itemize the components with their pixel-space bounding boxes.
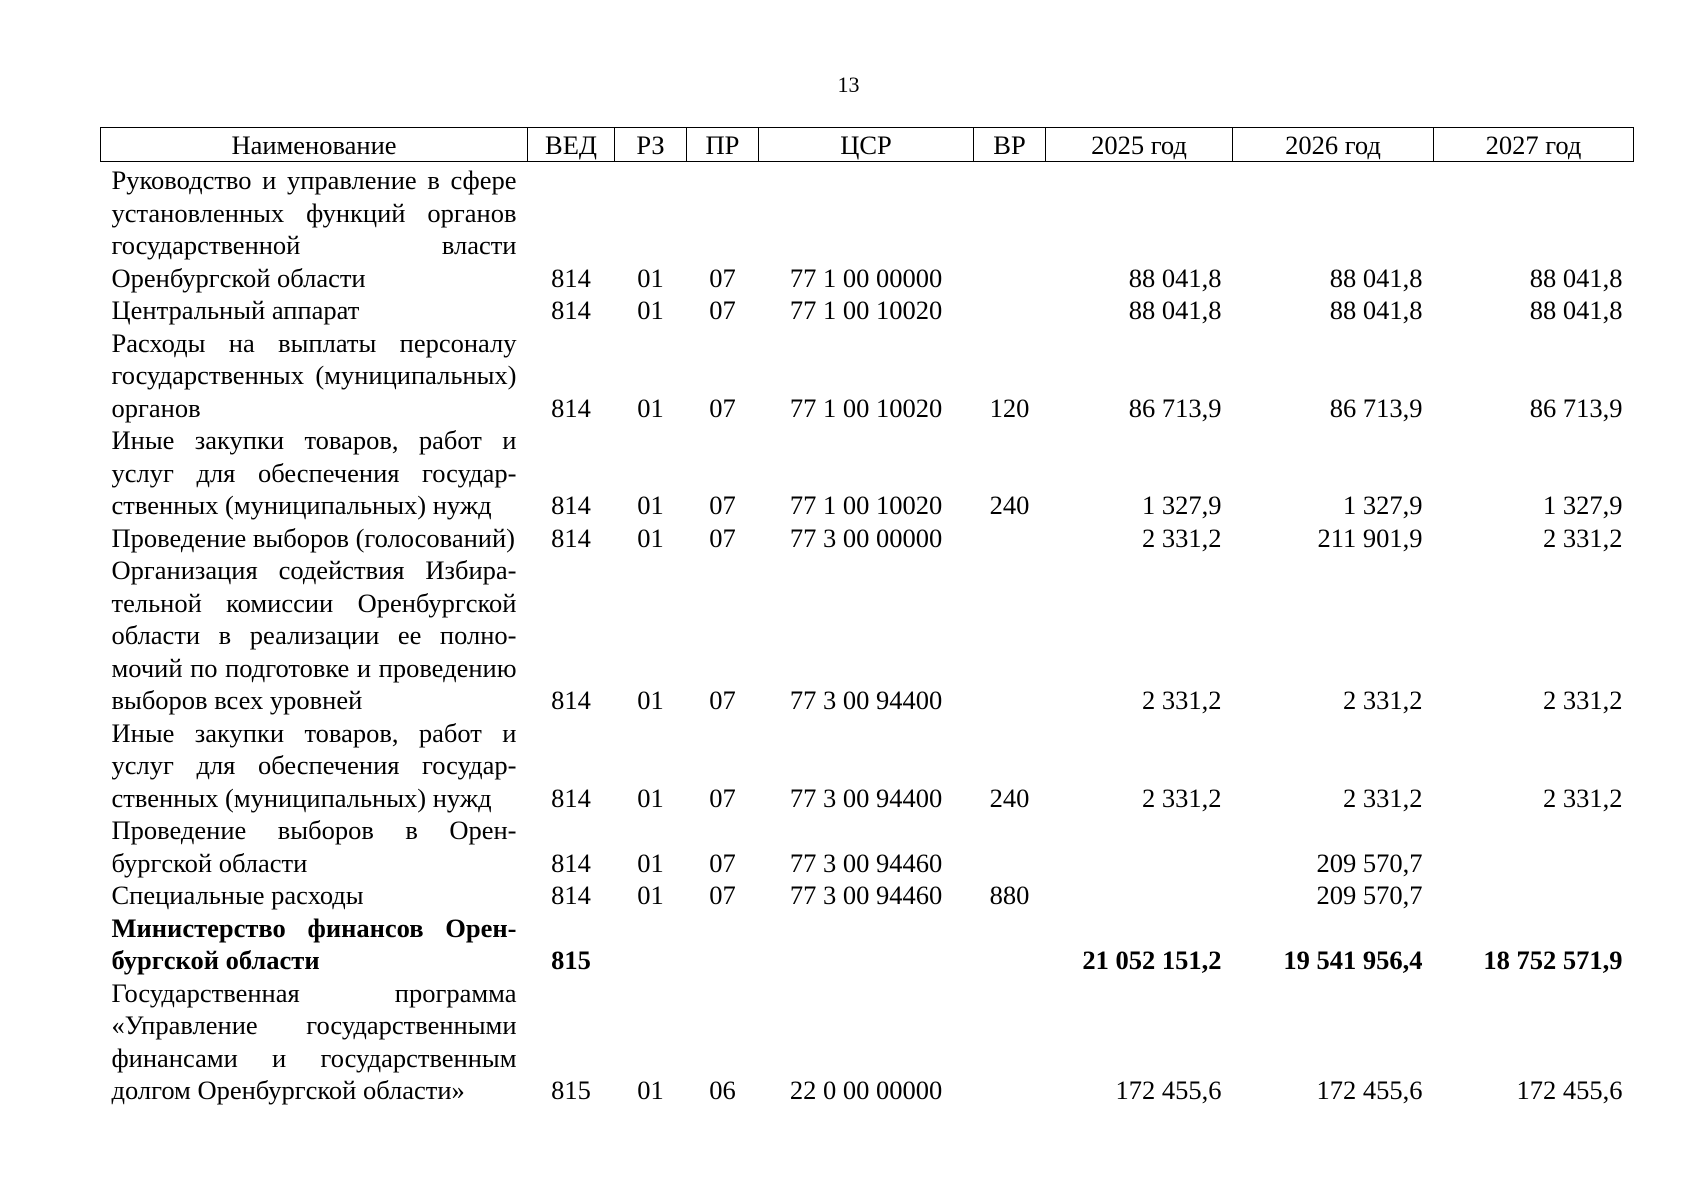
header-2027: 2027 год [1434,128,1634,162]
table-row [101,424,1634,522]
budget-table [100,127,1634,1107]
cell-vr [974,294,1046,327]
cell-name: Центральный аппарат [111,295,360,325]
cell-y2026: 211 901,9 [1317,522,1423,553]
table-row [101,814,1634,879]
cell-y2027: 18 752 571,9 [1483,945,1623,975]
table-header [101,128,1634,162]
cell-csr: 77 1 00 10020 [789,490,943,520]
cell-pr [687,912,759,977]
cell-name: Руководство и управление в сфере установленных функций органов государственной власти Оренбургской области [111,165,517,293]
cell-vr [974,162,1046,295]
cell-y2027: 2 331,2 [1543,685,1623,715]
table-row [101,294,1634,327]
table-body [101,162,1634,1107]
page-number: 13 [837,72,860,97]
cell-ved: 814 [551,847,591,878]
header-name: Наименование [101,128,528,162]
cell-ved: 814 [551,392,591,423]
table-row [101,522,1634,555]
cell-vr: 240 [989,782,1030,813]
cell-ved: 814 [551,782,591,813]
cell-ved: 814 [551,685,591,715]
cell-y2027: 88 041,8 [1529,262,1623,293]
cell-rz: 01 [637,782,664,813]
cell-rz: 01 [637,847,664,878]
cell-y2025: 172 455,6 [1115,1075,1222,1105]
cell-rz: 01 [637,685,664,715]
cell-vr [974,814,1046,879]
cell-pr: 07 [709,685,736,715]
cell-name: Иные закупки товаров, работ и услуг для обеспечения государственных (муниципальных) нужд [111,425,517,520]
cell-pr: 07 [709,522,736,553]
cell-y2026: 209 570,7 [1316,847,1423,878]
cell-y2025: 88 041,8 [1128,262,1222,293]
cell-vr: 120 [989,392,1030,423]
cell-y2026: 88 041,8 [1329,295,1423,325]
header-vr: ВР [974,128,1046,162]
cell-csr: 77 1 00 10020 [789,392,943,423]
cell-ved: 815 [551,945,591,975]
cell-y2025: 86 713,9 [1128,392,1222,423]
cell-rz: 01 [637,392,664,423]
header-ved: ВЕД [528,128,615,162]
cell-csr: 22 0 00 00000 [789,1075,943,1105]
cell-csr: 77 3 00 94460 [789,847,943,878]
cell-y2026: 19 541 956,4 [1283,945,1423,975]
header-csr: ЦСР [759,128,974,162]
cell-y2026: 209 570,7 [1316,880,1423,910]
cell-name: Специальные расходы [111,880,364,910]
cell-vr [974,977,1046,1107]
cell-pr: 07 [709,490,736,520]
cell-ved: 814 [551,522,591,553]
cell-y2027: 172 455,6 [1516,1075,1623,1105]
table-row [101,879,1634,912]
cell-csr: 77 3 00 94400 [789,782,943,813]
cell-pr: 07 [709,392,736,423]
cell-pr: 07 [709,295,736,325]
cell-rz [615,912,687,977]
cell-pr: 07 [709,262,736,293]
cell-name: Расходы на выплаты персоналу государственных (муниципальных) органов [111,327,517,423]
cell-y2026: 2 331,2 [1343,685,1423,715]
cell-ved: 814 [551,295,591,325]
cell-name: Проведение выборов в Оренбургской области [111,815,517,878]
cell-ved: 814 [551,880,591,910]
cell-vr [974,554,1046,717]
cell-vr: 240 [989,490,1030,520]
cell-y2027 [1434,879,1634,912]
cell-y2025 [1046,879,1233,912]
cell-pr: 07 [709,847,736,878]
cell-y2027: 1 327,9 [1543,490,1623,520]
cell-rz: 01 [637,295,664,325]
cell-rz: 01 [637,1075,664,1105]
header-2025: 2025 год [1046,128,1233,162]
cell-name: Организация содействия Избирательной комиссии Оренбургской области в реализации ее полномочий по подготовке и проведению выборов всех уровней [111,555,517,715]
cell-y2025: 2 331,2 [1142,522,1222,553]
cell-ved: 815 [551,1075,591,1105]
cell-name: Министерство финансов Оренбургской области [111,912,517,975]
header-2026: 2026 год [1233,128,1434,162]
cell-y2025: 2 331,2 [1142,782,1222,813]
cell-y2026: 86 713,9 [1329,392,1423,423]
cell-name: Проведение выборов (голосований) [111,522,515,553]
cell-y2025: 1 327,9 [1142,490,1222,520]
cell-rz: 01 [637,880,664,910]
table-row [101,554,1634,717]
cell-pr: 06 [709,1075,736,1105]
cell-csr: 77 3 00 94400 [789,685,943,715]
header-pr: ПР [687,128,759,162]
cell-ved: 814 [551,262,591,293]
cell-y2027: 88 041,8 [1529,295,1623,325]
cell-y2026: 172 455,6 [1316,1075,1423,1105]
cell-csr: 77 1 00 10020 [789,295,943,325]
cell-y2025 [1046,814,1233,879]
cell-vr [974,912,1046,977]
cell-y2025: 88 041,8 [1128,295,1222,325]
cell-y2026: 2 331,2 [1343,782,1423,813]
cell-name: Государственная программа «Управление государственными финансами и государственным долгом Оренбургской области» [111,977,517,1105]
cell-y2027: 86 713,9 [1529,392,1623,423]
cell-y2026: 1 327,9 [1343,490,1423,520]
cell-y2027: 2 331,2 [1543,522,1623,553]
cell-rz: 01 [637,522,664,553]
table-row [101,327,1634,425]
cell-csr: 77 3 00 00000 [789,522,943,553]
cell-y2026: 88 041,8 [1329,262,1423,293]
cell-csr: 77 1 00 00000 [789,262,943,293]
table-row [101,717,1634,815]
cell-y2027 [1434,814,1634,879]
cell-pr: 07 [709,782,736,813]
cell-y2027: 2 331,2 [1543,782,1623,813]
cell-pr: 07 [709,880,736,910]
cell-rz: 01 [637,490,664,520]
cell-ved: 814 [551,490,591,520]
header-row [101,128,1634,162]
header-rz: РЗ [615,128,687,162]
cell-y2025: 2 331,2 [1142,685,1222,715]
table-row [101,977,1634,1107]
cell-csr: 77 3 00 94460 [789,880,943,910]
cell-y2025: 21 052 151,2 [1082,945,1222,975]
cell-csr [759,912,974,977]
cell-vr: 880 [989,880,1030,910]
cell-vr [974,522,1046,555]
cell-name: Иные закупки товаров, работ и услуг для обеспечения государственных (муниципальных) нужд [111,717,517,813]
table-row [101,912,1634,977]
table-row [101,162,1634,295]
cell-rz: 01 [637,262,664,293]
